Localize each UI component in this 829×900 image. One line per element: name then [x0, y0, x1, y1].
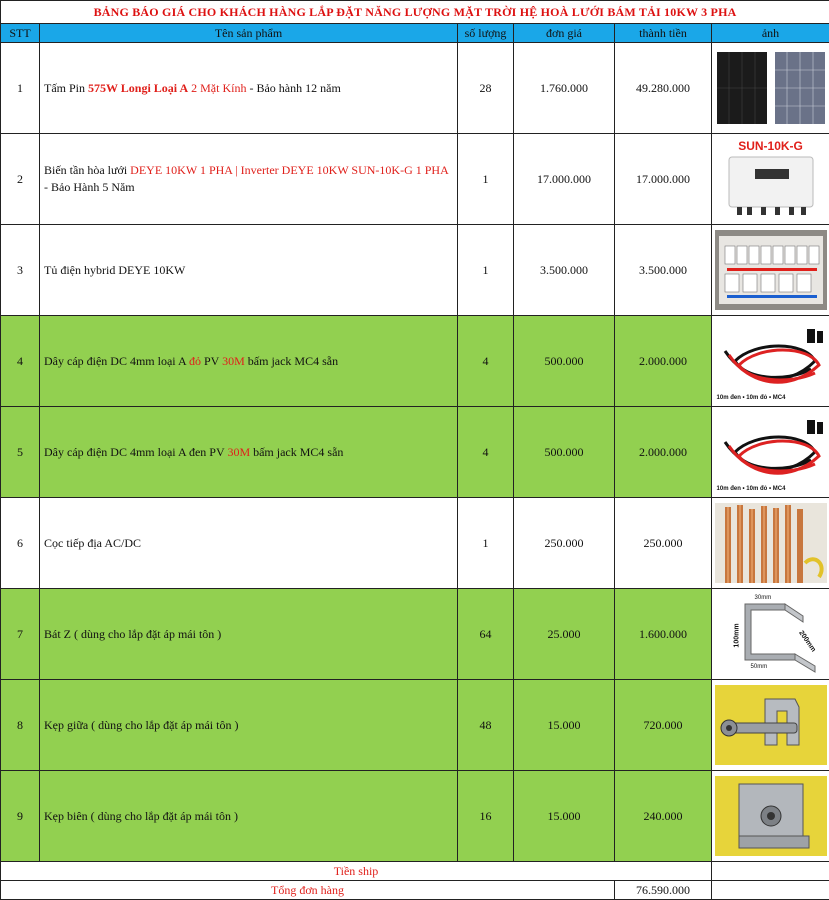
row-total: 720.000: [615, 680, 712, 771]
header-total: thành tiền: [615, 24, 712, 43]
mid-clamp-image: [712, 680, 829, 771]
inverter-image: [712, 134, 829, 225]
row-stt: 9: [1, 771, 40, 862]
cable-caption: 10m đen • 10m đỏ • MC4: [717, 486, 786, 492]
row-price: 3.500.000: [514, 225, 615, 316]
inverter-model-label: SUN-10K-G: [715, 139, 827, 153]
row-total: 3.500.000: [615, 225, 712, 316]
row-stt: 2: [1, 134, 40, 225]
row-product-name: Dây cáp điện DC 4mm loại A đỏ PV 30M bấm jack MC4 sẵn: [40, 316, 458, 407]
shipping-label: Tiền ship: [1, 862, 712, 881]
row-price: 17.000.000: [514, 134, 615, 225]
table-row: [1, 771, 829, 862]
table-row: [1, 225, 829, 316]
z-bracket-dim-base: 50mm: [751, 664, 768, 670]
row-qty: 1: [458, 498, 514, 589]
ground-rod-image: [712, 498, 829, 589]
row-product-name: Cọc tiếp địa AC/DC: [40, 498, 458, 589]
row-stt: 3: [1, 225, 40, 316]
end-clamp-image: [712, 771, 829, 862]
row-stt: 4: [1, 316, 40, 407]
row-product-name: Dây cáp điện DC 4mm loại A đen PV 30M bấm jack MC4 sẵn: [40, 407, 458, 498]
row-price: 500.000: [514, 316, 615, 407]
row-total: 17.000.000: [615, 134, 712, 225]
row-qty: 28: [458, 43, 514, 134]
row-price: 1.760.000: [514, 43, 615, 134]
row-product-name: Biến tần hòa lưới DEYE 10KW 1 PHA | Inverter DEYE 10KW SUN-10K-G 1 PHA - Bảo Hành 5 Năm: [40, 134, 458, 225]
total-empty-cell: [712, 881, 829, 900]
header-name: Tên sản phẩm: [40, 24, 458, 43]
header-row: [1, 24, 829, 43]
row-total: 1.600.000: [615, 589, 712, 680]
total-row: [1, 881, 829, 900]
row-total: 240.000: [615, 771, 712, 862]
row-qty: 4: [458, 316, 514, 407]
row-stt: 6: [1, 498, 40, 589]
row-price: 250.000: [514, 498, 615, 589]
shipping-row: [1, 862, 829, 881]
row-price: 25.000: [514, 589, 615, 680]
table-row: [1, 134, 829, 225]
table-row: [1, 43, 829, 134]
header-qty: số lượng: [458, 24, 514, 43]
quote-title: BẢNG BÁO GIÁ CHO KHÁCH HÀNG LẮP ĐẶT NĂNG LƯỢNG MẶT TRỜI HỆ HOÀ LƯỚI BÁM TẢI 10KW 3 PHA: [1, 1, 829, 24]
row-price: 15.000: [514, 680, 615, 771]
row-qty: 4: [458, 407, 514, 498]
table-row: [1, 589, 829, 680]
row-stt: 7: [1, 589, 40, 680]
row-product-name: Bát Z ( dùng cho lắp đặt áp mái tôn ): [40, 589, 458, 680]
row-total: 49.280.000: [615, 43, 712, 134]
table-row: [1, 316, 829, 407]
row-total: 250.000: [615, 498, 712, 589]
row-stt: 1: [1, 43, 40, 134]
row-stt: 5: [1, 407, 40, 498]
header-price: đơn giá: [514, 24, 615, 43]
z-bracket-image: [712, 589, 829, 680]
cable-caption: 10m đen • 10m đỏ • MC4: [717, 395, 786, 401]
row-qty: 1: [458, 225, 514, 316]
electrical-cabinet-image: [712, 225, 829, 316]
total-value: 76.590.000: [615, 881, 712, 900]
row-product-name: Tủ điện hybrid DEYE 10KW: [40, 225, 458, 316]
row-price: 15.000: [514, 771, 615, 862]
row-stt: 8: [1, 680, 40, 771]
z-bracket-dim-length: 200mm: [797, 630, 817, 654]
row-qty: 16: [458, 771, 514, 862]
table-row: [1, 407, 829, 498]
solar-panels-image: [712, 43, 829, 134]
row-total: 2.000.000: [615, 407, 712, 498]
title-row: [1, 1, 829, 24]
z-bracket-dim-height: 100mm: [733, 623, 740, 647]
header-image: ảnh: [712, 24, 829, 43]
shipping-value: [712, 862, 829, 881]
row-qty: 1: [458, 134, 514, 225]
row-product-name: Tấm Pin 575W Longi Loại A 2 Mặt Kính - Bảo hành 12 năm: [40, 43, 458, 134]
table-row: [1, 498, 829, 589]
row-total: 2.000.000: [615, 316, 712, 407]
z-bracket-dim-top: 30mm: [755, 595, 772, 601]
table-row: [1, 680, 829, 771]
row-price: 500.000: [514, 407, 615, 498]
row-qty: 48: [458, 680, 514, 771]
dc-cable-image: [712, 316, 829, 407]
dc-cable-image: [712, 407, 829, 498]
row-product-name: Kẹp biên ( dùng cho lắp đặt áp mái tôn ): [40, 771, 458, 862]
row-qty: 64: [458, 589, 514, 680]
total-label: Tổng đơn hàng: [1, 881, 615, 900]
row-product-name: Kẹp giữa ( dùng cho lắp đặt áp mái tôn ): [40, 680, 458, 771]
header-stt: STT: [1, 24, 40, 43]
